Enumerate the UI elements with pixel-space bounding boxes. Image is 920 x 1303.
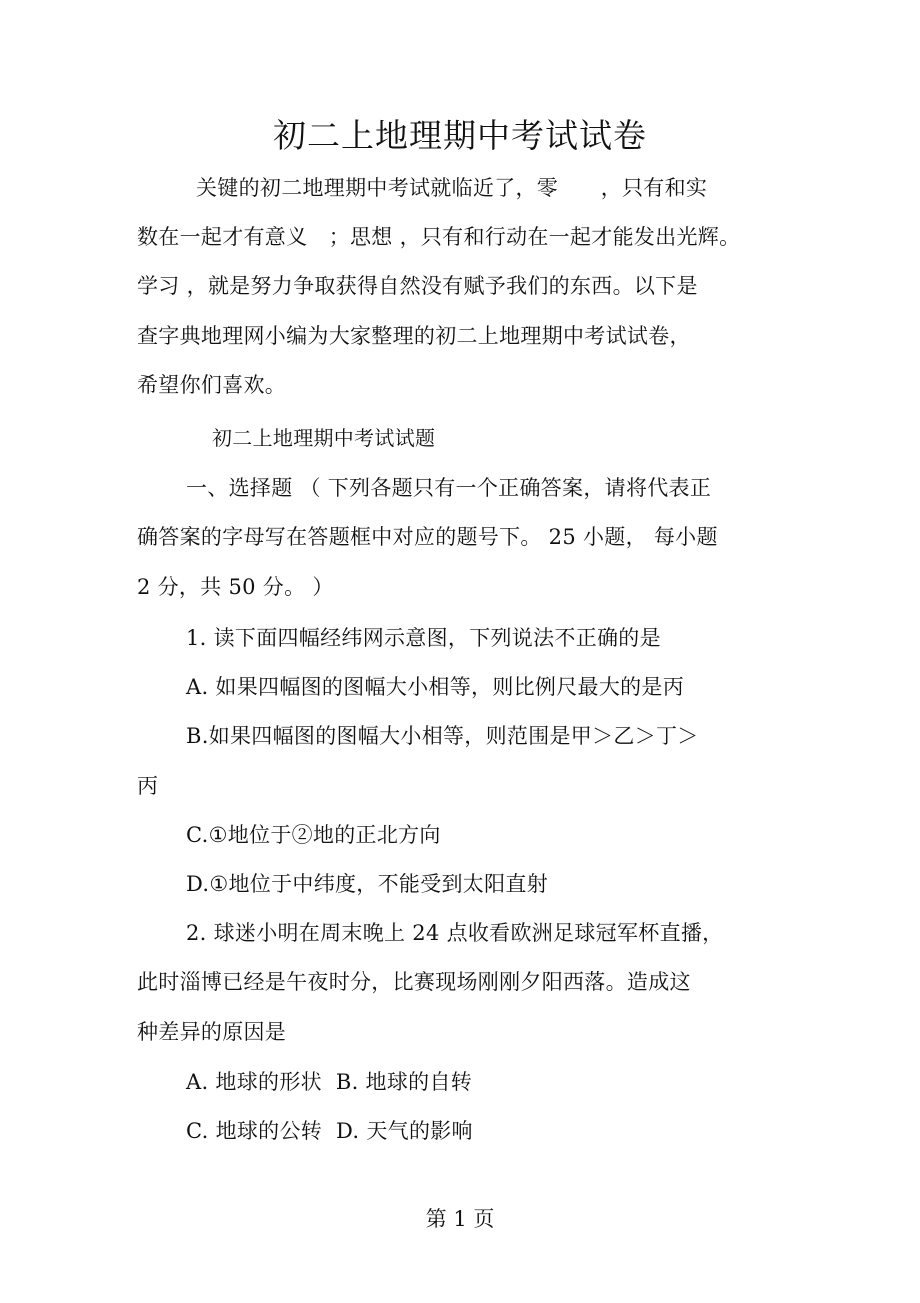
question-1-stem: 1. 读下面四幅经纬网示意图，下列说法不正确的是 <box>186 626 661 650</box>
intro-line-2: 数在一起才有意义 ；思想 ，只有和行动在一起才能发出光辉。 <box>137 225 741 249</box>
intro-line-3: 学习 ，就是努力争取获得自然没有赋予我们的东西。以下是 <box>137 274 698 298</box>
instructions-line-2: 确答案的字母写在答题框中对应的题号下。 25 小题， 每小题 <box>137 525 718 549</box>
intro-line-4: 查字典地理网小编为大家整理的初二上地理期中考试试卷， <box>137 324 691 348</box>
question-2-options-cd: C. 地球的公转 D. 天气的影响 <box>186 1119 473 1143</box>
question-1-option-a: A. 如果四幅图的图幅大小相等，则比例尺最大的是丙 <box>186 675 685 699</box>
question-1-option-d: D.①地位于中纬度，不能受到太阳直射 <box>186 872 548 896</box>
question-1-option-b: B.如果四幅图的图幅大小相等，则范围是甲＞乙＞丁＞ <box>186 724 699 748</box>
page-number: 第 1 页 <box>425 1207 495 1231</box>
intro-line-5: 希望你们喜欢。 <box>137 373 287 397</box>
question-2-stem-1: 2. 球迷小明在周末晚上 24 点收看欧洲足球冠军杯直播， <box>186 921 724 945</box>
question-2-stem-3: 种差异的原因是 <box>137 1020 287 1044</box>
document-title: 初二上地理期中考试试卷 <box>273 116 647 155</box>
intro-line-1: 关键的初二地理期中考试就临近了，零 ，只有和实 <box>196 176 708 200</box>
instructions-line-3: 2 分，共 50 分。 ） <box>137 575 334 599</box>
question-2-stem-2: 此时淄博已经是午夜时分，比赛现场刚刚夕阳西落。造成这 <box>137 970 691 994</box>
section-title: 初二上地理期中考试试题 <box>212 426 436 450</box>
question-1-option-c: C.①地位于②地的正北方向 <box>186 823 441 847</box>
question-1-option-b-cont: 丙 <box>137 774 159 798</box>
question-2-options-ab: A. 地球的形状 B. 地球的自转 <box>186 1070 473 1094</box>
instructions-line-1: 一、选择题 （ 下列各题只有一个正确答案，请将代表正 <box>186 476 712 500</box>
